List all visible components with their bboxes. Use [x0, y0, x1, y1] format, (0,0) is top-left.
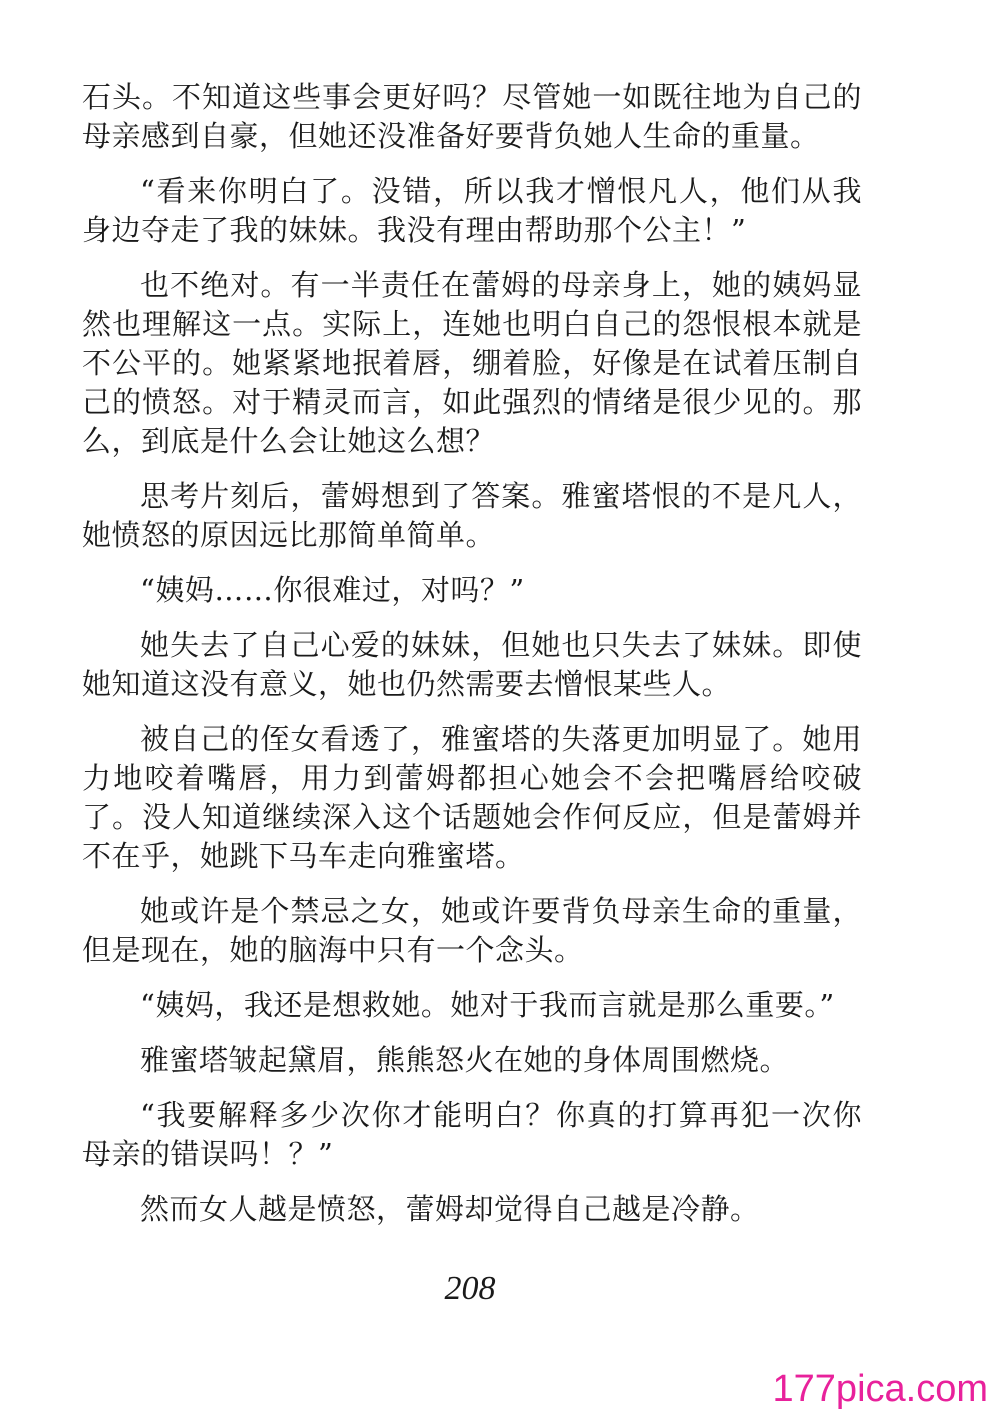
paragraph-7: 被自己的侄女看透了，雅蜜塔的失落更加明显了。她用力地咬着嘴唇，用力到蕾姆都担心她会不会把嘴唇给咬破了。没人知道继续深入这个话题她会作何反应，但是蕾姆并不在乎，她跳下马车走向雅蜜塔。	[82, 722, 862, 873]
paragraph-1: 石头。不知道这些事会更好吗？尽管她一如既往地为自己的母亲感到自豪，但她还没准备好要背负她人生命的重量。	[82, 80, 862, 153]
paragraph-9: “姨妈，我还是想救她。她对于我而言就是那么重要。”	[140, 988, 835, 1022]
paragraph-11: “我要解释多少次你才能明白？你真的打算再犯一次你母亲的错误吗！？”	[82, 1098, 862, 1171]
paragraph-12: 然而女人越是愤怒，蕾姆却觉得自己越是冷静。	[140, 1192, 760, 1226]
paragraph-4: 思考片刻后，蕾姆想到了答案。雅蜜塔恨的不是凡人，她愤怒的原因远比那简单简单。	[82, 479, 862, 552]
paragraph-2: “看来你明白了。没错，所以我才憎恨凡人，他们从我身边夺走了我的妹妹。我没有理由帮助那个公主！”	[82, 174, 862, 247]
paragraph-5: “姨妈……你很难过，对吗？”	[140, 573, 525, 607]
body-text	[82, 78, 862, 1245]
paragraph-10: 雅蜜塔皱起黛眉，熊熊怒火在她的身体周围燃烧。	[140, 1043, 790, 1077]
paragraph-6: 她失去了自己心爱的妹妹，但她也只失去了妹妹。即使她知道这没有意义，她也仍然需要去憎恨某些人。	[82, 628, 862, 701]
watermark: 177pica.com	[772, 1368, 988, 1410]
paragraph-3: 也不绝对。有一半责任在蕾姆的母亲身上，她的姨妈显然也理解这一点。实际上，连她也明白自己的怨恨根本就是不公平的。她紧紧地抿着唇，绷着脸，好像是在试着压制自己的愤怒。对于精灵而言，如此强烈的情绪是很少见的。那么，到底是什么会让她这么想？	[82, 268, 862, 458]
page-number: 208	[444, 1270, 496, 1307]
paragraph-8: 她或许是个禁忌之女，她或许要背负母亲生命的重量，但是现在，她的脑海中只有一个念头。	[82, 894, 862, 967]
